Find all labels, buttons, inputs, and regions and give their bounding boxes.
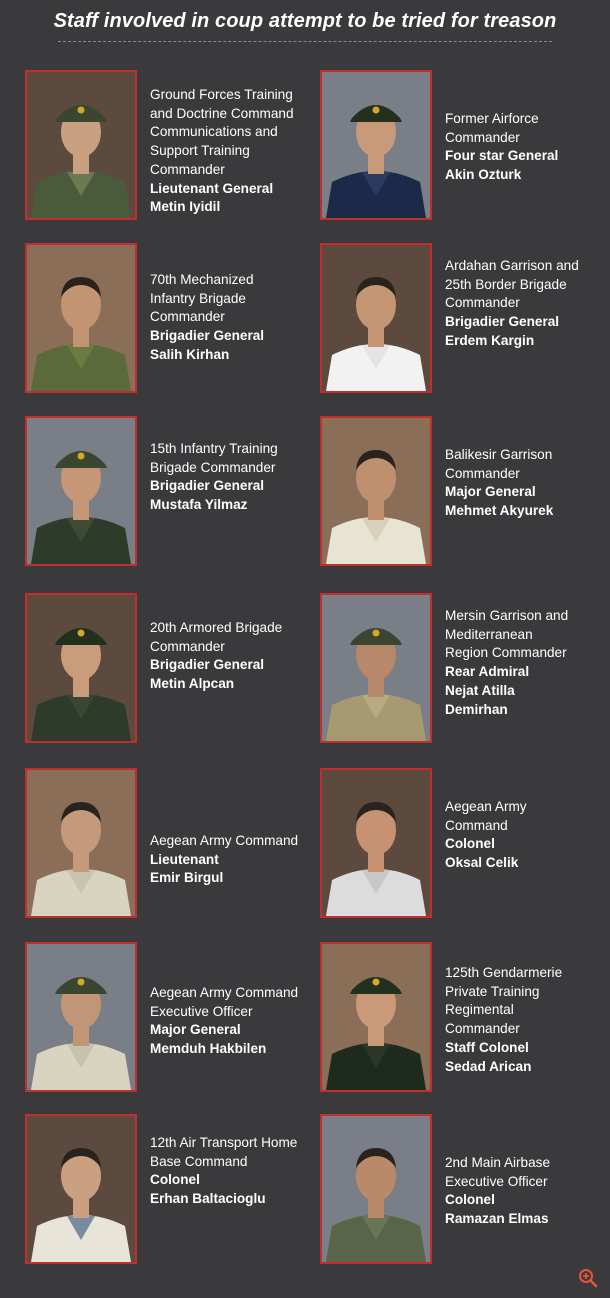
officer-caption [150,86,318,217]
officer-name: Metin Alpcan [150,676,235,692]
officer-caption [150,984,318,1059]
officer-rank: Brigadier General [150,478,265,494]
officer-card-metin-iyidil [25,70,315,220]
officer-card-memduh-hakbilen [25,942,315,1092]
position-line: Commander [445,295,520,311]
position-line: Support Training [150,143,250,159]
officer-photo [320,416,432,566]
officer-caption [445,1154,610,1229]
officer-rank: Colonel [150,1172,200,1188]
position-line: 20th Armored Brigade [150,620,283,635]
position-line: Commander [445,465,520,481]
officer-card-akin-ozturk [320,70,610,220]
position-line: 70th Mechanized [150,272,254,287]
officer-caption [150,1134,318,1209]
officer-name: Oksal Celik [445,855,519,871]
officer-card-sedad-arican [320,942,610,1092]
position-line: Regimental [445,1002,514,1018]
officer-caption [445,110,610,185]
officer-name: Ramazan Elmas [445,1211,549,1227]
position-line: 15th Infantry Training [150,441,278,456]
officer-rank: Lieutenant [150,851,219,867]
officer-name: Salih Kirhan [150,346,230,362]
officer-card-nejat-atilla-demirhan [320,593,610,743]
officer-photo [320,593,432,743]
officer-name: Mehmet Akyurek [445,503,554,519]
officer-card-oksal-celik [320,768,610,918]
officer-caption [445,257,610,351]
officer-rank: Colonel [445,1192,495,1208]
officer-photo [25,70,137,220]
position-line: Brigade Commander [150,459,276,475]
officer-name: Akin Ozturk [445,167,522,183]
officer-name: Nejat Atilla [445,682,515,698]
officer-caption [445,798,610,873]
position-line: Balikesir Garrison [445,447,553,462]
officer-name: Metin Iyidil [150,199,221,215]
position-line: Former Airforce [445,111,539,126]
position-line: 12th Air Transport Home [150,1135,298,1150]
position-line: Commander [445,1021,520,1037]
position-line: Commander [150,638,225,654]
officer-name: Emir Birgul [150,870,224,886]
officer-photo [320,768,432,918]
officer-card-erhan-baltacioglu [25,1114,315,1264]
officer-rank: Brigadier General [150,328,265,344]
position-line: Executive Officer [150,1003,253,1019]
officer-name: Erdem Kargin [445,332,535,348]
officer-rank: Major General [150,1022,241,1038]
position-line: Mersin Garrison and [445,608,569,623]
officer-rank: Brigadier General [445,314,560,330]
officer-caption [150,271,318,365]
officer-photo [320,70,432,220]
officer-rank: Major General [445,484,536,500]
officer-caption [150,619,318,694]
officer-photo [320,1114,432,1264]
officer-caption [150,440,318,515]
officer-card-mehmet-akyurek [320,416,610,566]
officer-photo [25,942,137,1092]
officer-card-emir-birgul [25,768,315,918]
position-line: 2nd Main Airbase [445,1155,551,1170]
position-line: Command [445,817,508,833]
officer-photo [25,1114,137,1264]
position-line: Aegean Army Command [150,833,299,848]
officer-name: Demirhan [445,701,508,717]
officer-photo [25,243,137,393]
officer-photo [25,593,137,743]
officer-caption [445,446,610,521]
officer-card-erdem-kargin [320,243,610,393]
position-line: Ardahan Garrison and [445,258,579,273]
title-divider [58,41,552,42]
position-line: Ground Forces Training [150,87,293,102]
officer-rank: Four star General [445,148,559,164]
position-line: Executive Officer [445,1173,548,1189]
position-line: Commander [445,129,520,145]
position-line: Aegean Army [445,799,527,814]
officer-card-mustafa-yilmaz [25,416,315,566]
position-line: Aegean Army Command [150,985,299,1000]
position-line: Base Command [150,1153,248,1169]
position-line: Region Commander [445,645,567,661]
officer-rank: Staff Colonel [445,1039,529,1055]
officer-caption [445,964,610,1076]
officer-rank: Rear Admiral [445,664,530,680]
position-line: Communications and [150,124,278,140]
officer-caption [445,607,610,719]
officer-name: Memduh Hakbilen [150,1041,267,1057]
officer-card-metin-alpcan [25,593,315,743]
position-line: and Doctrine Command [150,105,294,121]
officer-name: Sedad Arican [445,1058,532,1074]
position-line: 25th Border Brigade [445,276,567,292]
position-line: Infantry Brigade [150,290,246,306]
position-line: Mediterranean [445,626,533,642]
officer-rank: Colonel [445,836,495,852]
position-line: Commander [150,309,225,325]
officer-rank: Brigadier General [150,657,265,673]
officer-photo [320,243,432,393]
officer-card-salih-kirhan [25,243,315,393]
officer-name: Erhan Baltacioglu [150,1191,266,1207]
officer-photo [320,942,432,1092]
position-line: 125th Gendarmerie [445,965,563,980]
officer-photo [25,768,137,918]
page-title: Staff involved in coup attempt to be tried for treason [53,10,557,32]
zoom-in-icon[interactable] [578,1268,598,1288]
officer-rank: Lieutenant General [150,180,274,196]
officer-card-ramazan-elmas [320,1114,610,1264]
position-line: Commander [150,161,225,177]
officer-name: Mustafa Yilmaz [150,497,248,513]
officer-caption [150,832,318,888]
officer-photo [25,416,137,566]
position-line: Private Training [445,983,540,999]
